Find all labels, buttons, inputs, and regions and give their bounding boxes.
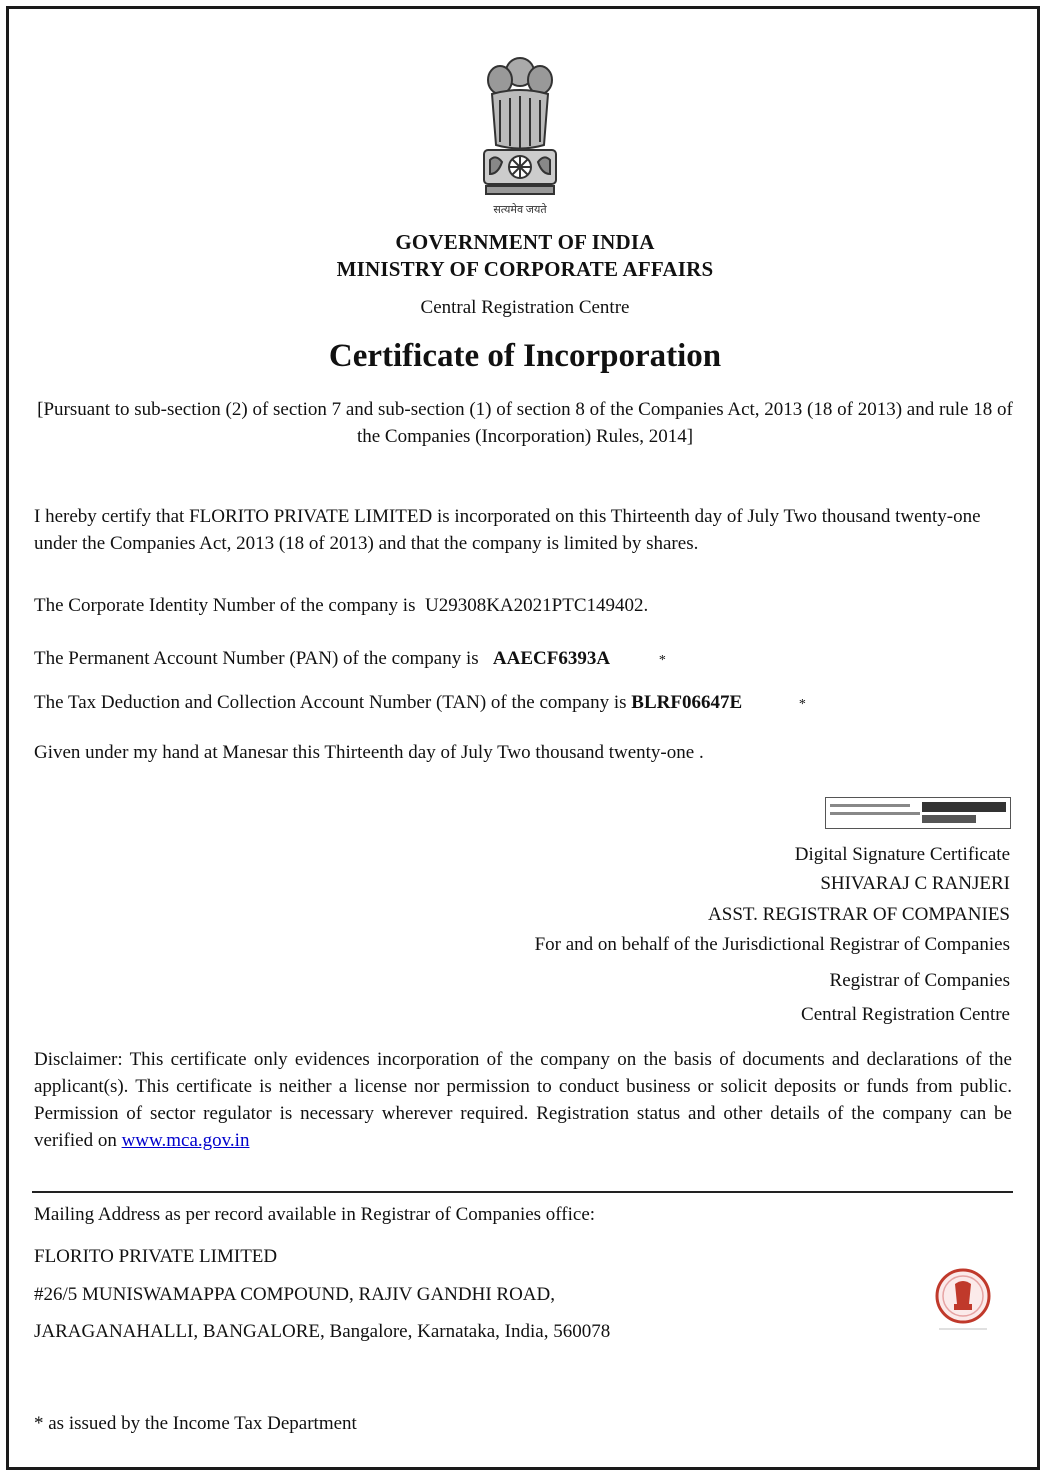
divider xyxy=(32,1191,1013,1193)
disclaimer-text: Disclaimer: This certificate only evidences incorporation of the company on the basis of documents and declarations of the applicant(s). This certificate is neither a license nor permission to conduct business or solicit deposits or funds from public. Permission of sector regulator is necessary wherever required. Registration status and other details of the company can be verified on xyxy=(34,1049,1012,1151)
tan-line xyxy=(34,692,806,714)
emblem-seal-icon xyxy=(933,1266,993,1336)
mca-link[interactable]: www.mca.gov.in xyxy=(121,1130,250,1151)
cin-label: The Corporate Identity Number of the company is xyxy=(34,595,416,616)
dsc-label: Digital Signature Certificate xyxy=(794,844,1010,865)
cin-value: U29308KA2021PTC149402. xyxy=(424,595,649,616)
pan-line xyxy=(34,648,666,670)
signatory-name: SHIVARAJ C RANJERI xyxy=(820,873,1010,894)
ministry-heading: MINISTRY OF CORPORATE AFFAIRS xyxy=(336,257,714,281)
mailing-heading: Mailing Address as per record available in Registrar of Companies office: xyxy=(34,1204,596,1225)
tan-value: BLRF06647E xyxy=(631,692,743,713)
mailing-company: FLORITO PRIVATE LIMITED xyxy=(34,1246,278,1267)
registrar-line: Registrar of Companies xyxy=(829,970,1010,991)
tan-footnote-mark: * xyxy=(798,697,806,712)
given-under-hand: Given under my hand at Manesar this Thirteenth day of July Two thousand twenty-one . xyxy=(34,742,704,763)
national-emblem-icon xyxy=(470,50,570,220)
certificate-title: Certificate of Incorporation xyxy=(328,338,722,374)
mailing-address-line2: JARAGANAHALLI, BANGALORE, Bangalore, Karnataka, India, 560078 xyxy=(34,1321,611,1342)
pursuant-clause: [Pursuant to sub-section (2) of section 7 and sub-section (1) of section 8 of the Companies Act, 2013 (18 of 2013) and rule 18 of the Companies (Incorporation) Rules, 2014] xyxy=(37,399,1013,447)
mailing-address-line1: #26/5 MUNISWAMAPPA COMPOUND, RAJIV GANDHI ROAD, xyxy=(34,1284,555,1305)
footnote: * as issued by the Income Tax Department xyxy=(34,1413,357,1434)
certify-paragraph: I hereby certify that FLORITO PRIVATE LIMITED is incorporated on this Thirteenth day of July Two thousand twenty-one under the Companies Act, 2013 (18 of 2013) and that the company is limited by shares. xyxy=(34,506,981,554)
digital-signature-stamp-icon xyxy=(825,797,1011,829)
tan-label: The Tax Deduction and Collection Account Number (TAN) of the company is xyxy=(34,692,627,713)
centre-heading: Central Registration Centre xyxy=(420,297,630,318)
pan-footnote-mark: * xyxy=(658,653,666,668)
motto-text: सत्यमेव जयते xyxy=(493,204,547,216)
government-heading: GOVERNMENT OF INDIA xyxy=(395,230,655,254)
signatory-designation: ASST. REGISTRAR OF COMPANIES xyxy=(708,904,1010,925)
pan-label: The Permanent Account Number (PAN) of the company is xyxy=(34,648,479,669)
cin-line xyxy=(34,595,648,617)
disclaimer xyxy=(34,1046,1012,1154)
pan-value: AAECF6393A xyxy=(492,648,611,669)
behalf-line: For and on behalf of the Jurisdictional Registrar of Companies xyxy=(534,934,1010,955)
signature-centre-line: Central Registration Centre xyxy=(801,1004,1010,1025)
